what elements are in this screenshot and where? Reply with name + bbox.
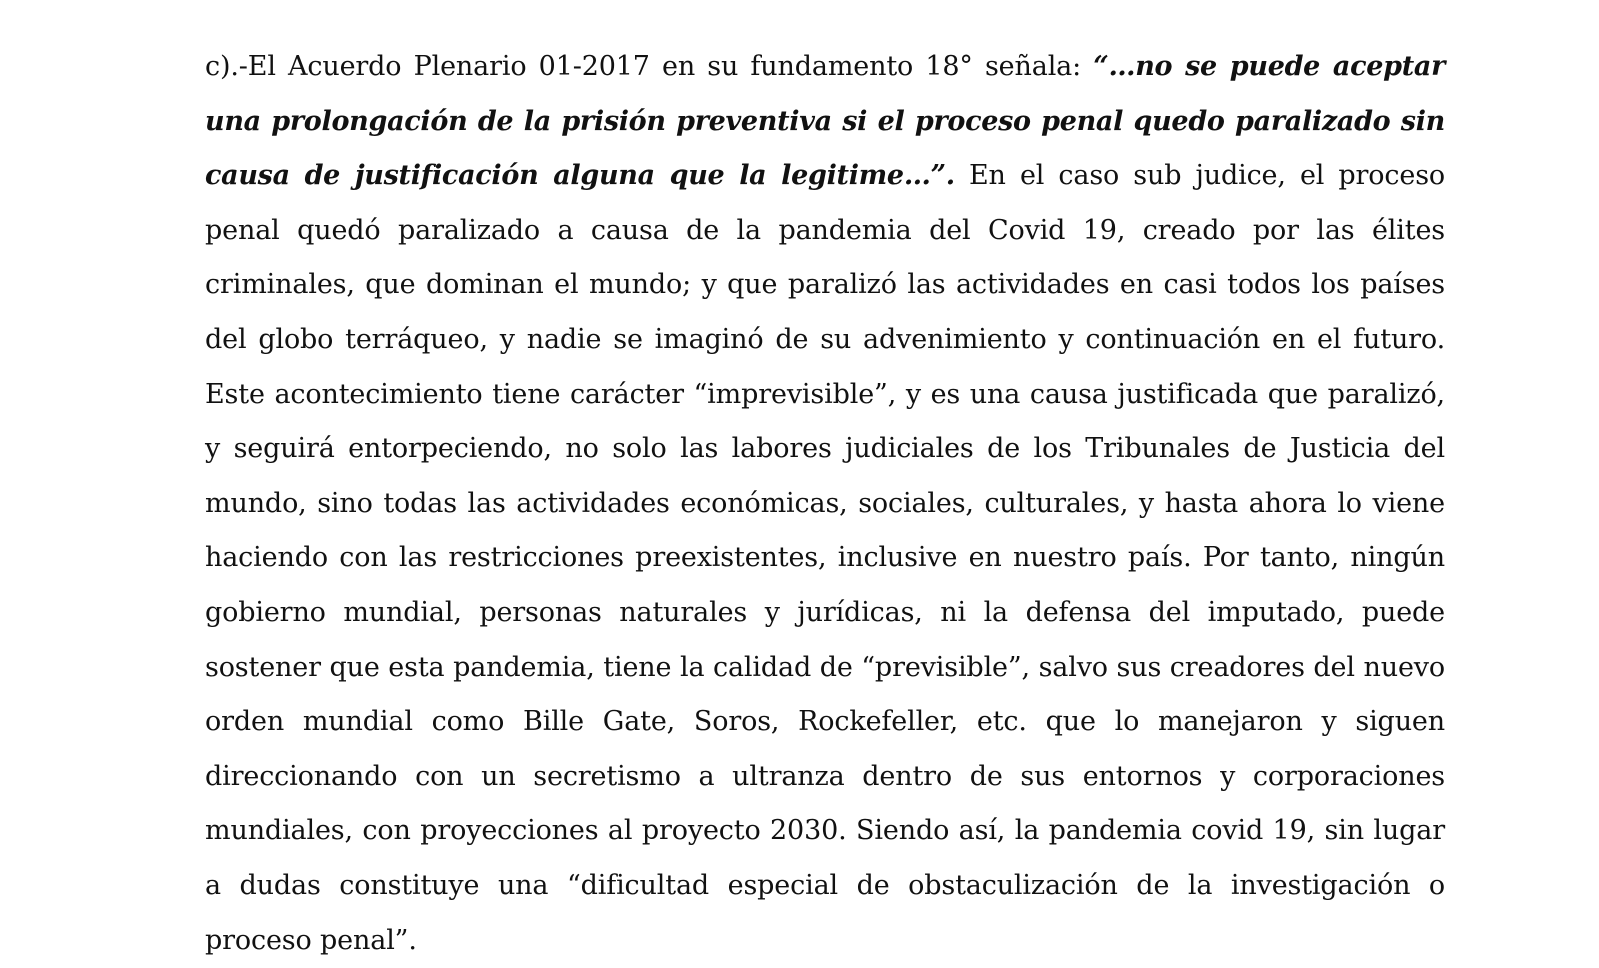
paragraph-body: En el caso sub judice, el proceso penal quedó paralizado a causa de la pandemia del Covid 19, creado por las élites criminales, que dominan el mundo; y que paralizó las actividades en casi todos los países del globo terráqueo, y nadie se imaginó de su advenimiento y continuación en el futuro. Este acontecimiento tiene carácter “imprevisible”, y es una causa justificada que paralizó, y seguirá entorpeciendo, no solo las labores judiciales de los Tribunales de Justicia del mundo, sino todas las actividades económicas, sociales, culturales, y hasta ahora lo viene haciendo con las restricciones preexistentes, inclusive en nuestro país. Por tanto, ningún gobierno mundial, personas naturales y jurídicas, ni la defensa del imputado, puede sostener que esta pandemia, tiene la calidad de “previsible”, salvo sus creadores del nuevo orden mundial como Bille Gate, Soros, Rockefeller, etc. que lo manejaron y siguen direccionando con un secretismo a ultranza dentro de sus entornos y corporaciones mundiales, con proyecciones al proyecto 2030. Siendo así, la pandemia covid 19, sin lugar a dudas constituye una “dificultad especial de obstaculización de la investigación o proceso penal”.	[205, 160, 1446, 956]
paragraph-c	[205, 40, 1445, 968]
acuerdo-plenario-quote: “…no se puede aceptar una prolongación de la prisión preventiva si el proceso penal quedo paralizado sin causa de justificación alguna que la legitime…”.	[205, 51, 1445, 192]
paragraph-lead: c).-El Acuerdo Plenario 01-2017 en su fundamento 18° señala:	[205, 51, 1094, 82]
